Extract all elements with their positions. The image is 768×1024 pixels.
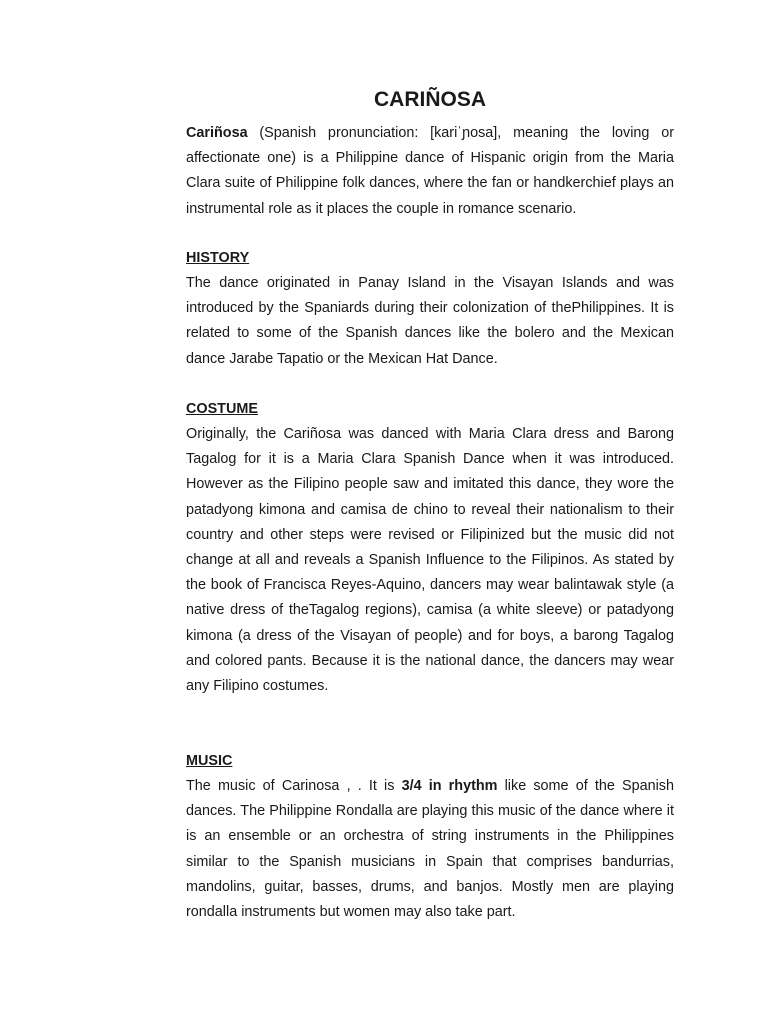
intro-text: (Spanish pronunciation: [kariˈɲosa], meaning the loving or affectionate one) is a Philippine dance of Hispanic origin from the Maria Clara suite of Philippine folk dances, where the fan or handkerchief plays an instrumental role as it places the couple in romance scenario. <box>186 125 674 217</box>
history-heading: HISTORY <box>186 250 250 266</box>
costume-paragraph: Originally, the Cariñosa was danced with Maria Clara dress and Barong Tagalog for it is a Maria Clara Spanish Dance when it was introduced. However as the Filipino people saw and imitated this dance, they wore the patadyong kimona and camisa de chino to reveal their nationalism to their country and other steps were revised or Filipinized but the music did not change at all and reveals a Spanish Influence to the Filipinos. As stated by the book of Francisca Reyes-Aquino, dancers may wear balintawak style (a native dress of theTagalog regions), camisa (a white sleeve) or patadyong kimona (a dress of the Visayan of people) and for boys, a barong Tagalog and colored pants. Because it is the national dance, the dancers may wear any Filipino costumes. <box>186 426 674 695</box>
music-rhythm-emphasis: 3/4 in rhythm <box>401 778 498 794</box>
document-title: CARIÑOSA <box>373 88 486 111</box>
costume-heading: COSTUME <box>186 401 258 417</box>
music-text-after: like some of the Spanish dances. The Philippine Rondalla are playing this music of the dance where it is an ensemble or an orchestra of string instruments in the Philippines similar to the Spanish musicians in Spain that comprises bandurrias, mandolins, guitar, basses, drums, and banjos. Mostly men are playing rondalla instruments but women may also take part. <box>186 778 675 921</box>
history-paragraph: The dance originated in Panay Island in the Visayan Islands and was introduced by the Spaniards during their colonization of thePhilippines. It is related to some of the Spanish dances like the bolero and the Mexican dance Jarabe Tapatio or the Mexican Hat Dance. <box>186 275 674 367</box>
music-heading: MUSIC <box>186 753 233 769</box>
intro-term: Cariñosa <box>186 125 248 141</box>
intro-paragraph <box>186 121 674 222</box>
music-text-before: The music of Carinosa , . It is <box>186 778 402 794</box>
music-paragraph <box>186 774 674 925</box>
